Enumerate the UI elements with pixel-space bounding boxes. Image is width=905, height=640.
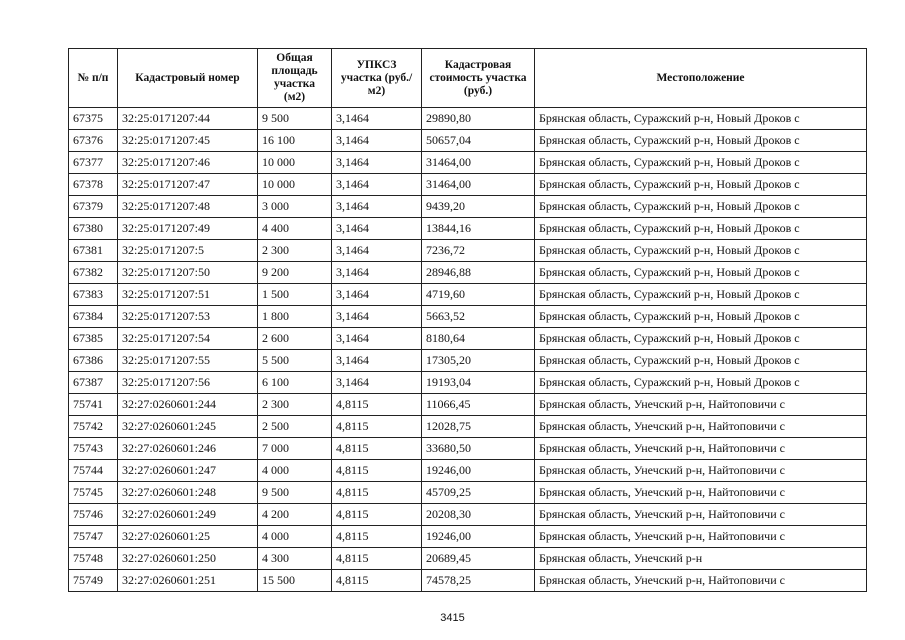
cell-index: 67379 (69, 196, 118, 218)
cell-cadastral-number: 32:27:0260601:25 (118, 526, 258, 548)
cell-upksz: 3,1464 (332, 152, 422, 174)
header-location: Местоположение (535, 49, 867, 108)
cell-cadastral-value: 17305,20 (422, 350, 535, 372)
cell-cadastral-number: 32:27:0260601:249 (118, 504, 258, 526)
table-row (69, 218, 867, 240)
cell-location: Брянская область, Суражский р-н, Новый Дроков с (535, 284, 867, 306)
cell-cadastral-number: 32:25:0171207:50 (118, 262, 258, 284)
cell-area: 4 200 (258, 504, 332, 526)
cell-upksz: 4,8115 (332, 526, 422, 548)
table-row (69, 394, 867, 416)
cell-cadastral-value: 5663,52 (422, 306, 535, 328)
cell-index: 67376 (69, 130, 118, 152)
cell-index: 75742 (69, 416, 118, 438)
cell-location: Брянская область, Унечский р-н, Найтоповичи с (535, 482, 867, 504)
cell-index: 67377 (69, 152, 118, 174)
cell-upksz: 3,1464 (332, 284, 422, 306)
cell-area: 9 500 (258, 482, 332, 504)
table-row (69, 174, 867, 196)
table-row (69, 262, 867, 284)
cadastral-table (68, 48, 867, 592)
cell-upksz: 4,8115 (332, 504, 422, 526)
cell-index: 67378 (69, 174, 118, 196)
cell-cadastral-value: 74578,25 (422, 570, 535, 592)
cell-area: 16 100 (258, 130, 332, 152)
cell-location: Брянская область, Суражский р-н, Новый Дроков с (535, 174, 867, 196)
cell-area: 15 500 (258, 570, 332, 592)
cell-index: 67381 (69, 240, 118, 262)
table-body (69, 108, 867, 592)
cell-area: 9 500 (258, 108, 332, 130)
cell-cadastral-value: 29890,80 (422, 108, 535, 130)
header-cadastral-value: Кадастровая стоимость участка (руб.) (422, 49, 535, 108)
cell-area: 4 400 (258, 218, 332, 240)
table-row (69, 460, 867, 482)
header-cadastral-number: Кадастровый номер (118, 49, 258, 108)
cell-area: 3 000 (258, 196, 332, 218)
cell-upksz: 3,1464 (332, 196, 422, 218)
cell-cadastral-value: 7236,72 (422, 240, 535, 262)
cell-cadastral-number: 32:27:0260601:248 (118, 482, 258, 504)
cell-index: 67384 (69, 306, 118, 328)
cell-upksz: 4,8115 (332, 460, 422, 482)
cell-area: 2 300 (258, 394, 332, 416)
cell-area: 9 200 (258, 262, 332, 284)
table-row (69, 482, 867, 504)
table-row (69, 570, 867, 592)
cell-index: 67380 (69, 218, 118, 240)
table-row (69, 328, 867, 350)
cell-cadastral-number: 32:27:0260601:244 (118, 394, 258, 416)
cell-index: 75745 (69, 482, 118, 504)
cell-location: Брянская область, Суражский р-н, Новый Дроков с (535, 108, 867, 130)
header-upksz: УПКСЗ участка (руб./м2) (332, 49, 422, 108)
cell-area: 2 600 (258, 328, 332, 350)
cell-cadastral-number: 32:25:0171207:47 (118, 174, 258, 196)
cell-cadastral-value: 4719,60 (422, 284, 535, 306)
table-row (69, 108, 867, 130)
cell-location: Брянская область, Унечский р-н (535, 548, 867, 570)
cell-location: Брянская область, Суражский р-н, Новый Дроков с (535, 152, 867, 174)
cell-cadastral-value: 11066,45 (422, 394, 535, 416)
cell-cadastral-value: 12028,75 (422, 416, 535, 438)
cell-location: Брянская область, Унечский р-н, Найтоповичи с (535, 460, 867, 482)
cell-cadastral-number: 32:27:0260601:251 (118, 570, 258, 592)
cell-upksz: 4,8115 (332, 548, 422, 570)
cell-cadastral-number: 32:25:0171207:49 (118, 218, 258, 240)
table-header-row (69, 49, 867, 108)
cell-upksz: 4,8115 (332, 394, 422, 416)
table-row (69, 284, 867, 306)
cell-cadastral-number: 32:27:0260601:250 (118, 548, 258, 570)
table-row (69, 240, 867, 262)
cell-upksz: 4,8115 (332, 570, 422, 592)
cell-cadastral-value: 28946,88 (422, 262, 535, 284)
cell-cadastral-value: 19246,00 (422, 460, 535, 482)
table-row (69, 548, 867, 570)
cell-upksz: 3,1464 (332, 218, 422, 240)
cell-cadastral-number: 32:25:0171207:46 (118, 152, 258, 174)
table-row (69, 130, 867, 152)
cell-location: Брянская область, Суражский р-н, Новый Дроков с (535, 262, 867, 284)
table-row (69, 438, 867, 460)
cell-cadastral-number: 32:25:0171207:55 (118, 350, 258, 372)
cell-area: 5 500 (258, 350, 332, 372)
cell-cadastral-value: 31464,00 (422, 152, 535, 174)
cell-index: 67375 (69, 108, 118, 130)
cell-area: 10 000 (258, 152, 332, 174)
cell-index: 75747 (69, 526, 118, 548)
cell-upksz: 3,1464 (332, 174, 422, 196)
cell-upksz: 3,1464 (332, 372, 422, 394)
cell-cadastral-value: 19193,04 (422, 372, 535, 394)
cell-upksz: 4,8115 (332, 416, 422, 438)
cell-location: Брянская область, Унечский р-н, Найтоповичи с (535, 394, 867, 416)
cell-area: 2 300 (258, 240, 332, 262)
cell-index: 75749 (69, 570, 118, 592)
cell-location: Брянская область, Суражский р-н, Новый Дроков с (535, 306, 867, 328)
cell-location: Брянская область, Унечский р-н, Найтоповичи с (535, 416, 867, 438)
cell-cadastral-number: 32:27:0260601:247 (118, 460, 258, 482)
cell-cadastral-value: 8180,64 (422, 328, 535, 350)
cell-cadastral-number: 32:27:0260601:246 (118, 438, 258, 460)
cell-upksz: 3,1464 (332, 240, 422, 262)
table-row (69, 504, 867, 526)
cell-location: Брянская область, Унечский р-н, Найтоповичи с (535, 504, 867, 526)
table-row (69, 416, 867, 438)
cell-cadastral-number: 32:25:0171207:54 (118, 328, 258, 350)
cell-area: 1 500 (258, 284, 332, 306)
cell-area: 7 000 (258, 438, 332, 460)
cell-index: 67382 (69, 262, 118, 284)
cell-location: Брянская область, Суражский р-н, Новый Дроков с (535, 196, 867, 218)
cell-upksz: 3,1464 (332, 350, 422, 372)
cell-cadastral-value: 20208,30 (422, 504, 535, 526)
table-row (69, 372, 867, 394)
table-row (69, 306, 867, 328)
cell-cadastral-value: 33680,50 (422, 438, 535, 460)
cell-location: Брянская область, Суражский р-н, Новый Дроков с (535, 328, 867, 350)
cell-location: Брянская область, Унечский р-н, Найтоповичи с (535, 526, 867, 548)
cell-area: 2 500 (258, 416, 332, 438)
cell-upksz: 3,1464 (332, 306, 422, 328)
cell-cadastral-value: 20689,45 (422, 548, 535, 570)
cell-upksz: 3,1464 (332, 262, 422, 284)
table-row (69, 350, 867, 372)
cell-index: 67383 (69, 284, 118, 306)
cell-cadastral-number: 32:25:0171207:53 (118, 306, 258, 328)
cell-upksz: 3,1464 (332, 130, 422, 152)
cell-upksz: 3,1464 (332, 108, 422, 130)
cell-upksz: 3,1464 (332, 328, 422, 350)
cell-index: 75746 (69, 504, 118, 526)
cell-index: 75743 (69, 438, 118, 460)
cell-cadastral-value: 19246,00 (422, 526, 535, 548)
cell-area: 4 000 (258, 460, 332, 482)
header-index: № п/п (69, 49, 118, 108)
cell-location: Брянская область, Унечский р-н, Найтоповичи с (535, 570, 867, 592)
cell-cadastral-value: 31464,00 (422, 174, 535, 196)
cell-cadastral-number: 32:25:0171207:45 (118, 130, 258, 152)
cell-cadastral-number: 32:27:0260601:245 (118, 416, 258, 438)
cell-location: Брянская область, Суражский р-н, Новый Дроков с (535, 372, 867, 394)
cell-index: 75744 (69, 460, 118, 482)
cell-cadastral-number: 32:25:0171207:44 (118, 108, 258, 130)
page-number: 3415 (440, 612, 465, 624)
cell-upksz: 4,8115 (332, 482, 422, 504)
cell-upksz: 4,8115 (332, 438, 422, 460)
cell-cadastral-value: 13844,16 (422, 218, 535, 240)
cell-location: Брянская область, Суражский р-н, Новый Дроков с (535, 130, 867, 152)
cell-cadastral-value: 50657,04 (422, 130, 535, 152)
cell-cadastral-number: 32:25:0171207:51 (118, 284, 258, 306)
cell-area: 1 800 (258, 306, 332, 328)
cell-cadastral-number: 32:25:0171207:5 (118, 240, 258, 262)
cell-location: Брянская область, Унечский р-н, Найтоповичи с (535, 438, 867, 460)
table-row (69, 152, 867, 174)
cell-cadastral-value: 9439,20 (422, 196, 535, 218)
cell-location: Брянская область, Суражский р-н, Новый Дроков с (535, 350, 867, 372)
cell-cadastral-number: 32:25:0171207:56 (118, 372, 258, 394)
cell-cadastral-value: 45709,25 (422, 482, 535, 504)
cell-index: 75748 (69, 548, 118, 570)
cell-location: Брянская область, Суражский р-н, Новый Дроков с (535, 240, 867, 262)
cell-index: 67385 (69, 328, 118, 350)
table-row (69, 196, 867, 218)
header-area: Общая площадь участка (м2) (258, 49, 332, 108)
cell-area: 10 000 (258, 174, 332, 196)
cell-index: 67386 (69, 350, 118, 372)
table-row (69, 526, 867, 548)
cell-area: 6 100 (258, 372, 332, 394)
cell-area: 4 000 (258, 526, 332, 548)
cell-area: 4 300 (258, 548, 332, 570)
cell-index: 67387 (69, 372, 118, 394)
cell-location: Брянская область, Суражский р-н, Новый Дроков с (535, 218, 867, 240)
cell-cadastral-number: 32:25:0171207:48 (118, 196, 258, 218)
cell-index: 75741 (69, 394, 118, 416)
